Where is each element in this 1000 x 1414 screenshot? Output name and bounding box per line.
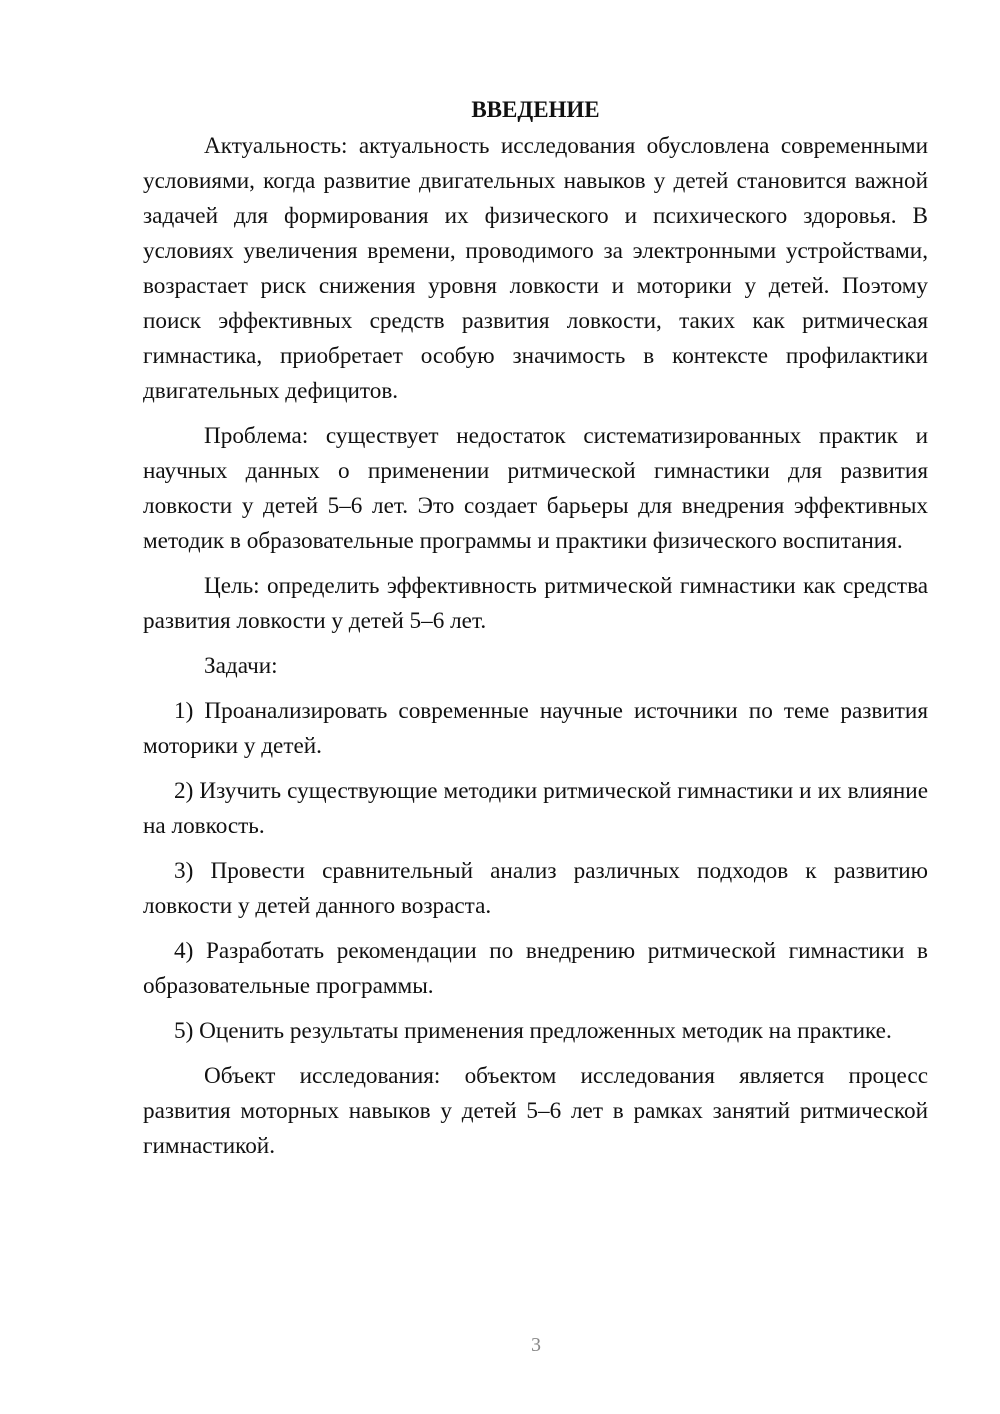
- task-item: 5) Оценить результаты применения предложенных методик на практике.: [174, 1018, 892, 1044]
- page-number: 3: [531, 1334, 541, 1356]
- task-item: 4) Разработать рекомендации по внедрению ритмической гимнастики в образовательные программы.: [143, 938, 928, 999]
- problem-paragraph: Проблема: существует недостаток систематизированных практик и научных данных о применении ритмической гимнастики для развития ловкости у детей 5–6 лет. Это создает барьеры для внедрения эффективных методик в образовательные программы и практики физического воспитания.: [143, 423, 928, 554]
- task-item: 2) Изучить существующие методики ритмической гимнастики и их влияние на ловкость.: [143, 778, 928, 839]
- object-paragraph: Объект исследования: объектом исследования является процесс развития моторных навыков у детей 5–6 лет в рамках занятий ритмической гимнастикой.: [143, 1063, 928, 1159]
- tasks-heading: Задачи:: [204, 653, 278, 679]
- relevance-paragraph: Актуальность: актуальность исследования обусловлена современными условиями, когда развитие двигательных навыков у детей становится важной задачей для формирования их физического и психического здоровья. В условиях увеличения времени, проводимого за электронными устройствами, возрастает риск снижения уровня ловкости и моторики у детей. Поэтому поиск эффективных средств развития ловкости, таких как ритмическая гимнастика, приобретает особую значимость в контексте профилактики двигательных дефицитов.: [143, 133, 928, 404]
- goal-paragraph: Цель: определить эффективность ритмической гимнастики как средства развития ловкости у детей 5–6 лет.: [143, 573, 928, 634]
- section-title: ВВЕДЕНИЕ: [471, 97, 600, 122]
- task-item: 1) Проанализировать современные научные источники по теме развития моторики у детей.: [143, 698, 928, 759]
- page-content: [143, 92, 928, 1174]
- task-item: 3) Провести сравнительный анализ различных подходов к развитию ловкости у детей данного возраста.: [143, 858, 928, 919]
